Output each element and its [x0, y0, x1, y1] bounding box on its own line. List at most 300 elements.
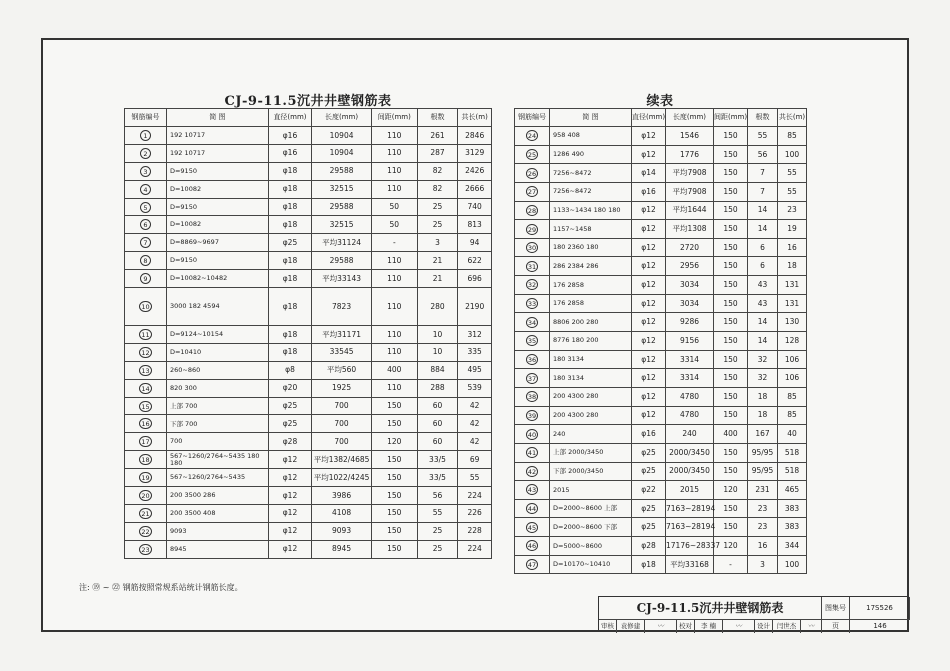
rebar-number-circle: 2	[140, 148, 151, 159]
rebar-total-length: 42	[458, 397, 492, 415]
rebar-diameter: φ12	[632, 350, 666, 369]
rebar-total-length: 106	[778, 369, 807, 388]
rebar-total-length: 495	[458, 361, 492, 379]
sig-reviewer: 袁修建	[617, 620, 645, 633]
table-row	[515, 369, 807, 388]
rebar-number-circle: 6	[140, 219, 151, 230]
rebar-length: 240	[666, 425, 714, 444]
rebar-shape: D=10410	[166, 343, 268, 361]
table-row	[125, 288, 492, 326]
rebar-length: 7163~28194	[666, 499, 714, 518]
rebar-total-length: 518	[778, 462, 807, 481]
rebar-diameter: φ25	[632, 518, 666, 537]
rebar-count: 95/95	[748, 462, 778, 481]
rebar-count: 7	[748, 182, 778, 201]
rebar-diameter: φ18	[268, 343, 311, 361]
table-row	[515, 555, 807, 574]
rebar-shape: 567~1260/2764~5435	[166, 469, 268, 487]
column-header: 根数	[417, 109, 458, 127]
rebar-number-circle: 5	[140, 202, 151, 213]
table-row	[125, 379, 492, 397]
rebar-number	[515, 369, 550, 388]
rebar-length: 2000/3450	[666, 462, 714, 481]
rebar-total-length: 383	[778, 518, 807, 537]
rebar-number	[125, 162, 167, 180]
column-header: 共长(m)	[458, 109, 492, 127]
rebar-length: 1546	[666, 127, 714, 146]
rebar-number-circle: 27	[527, 188, 537, 197]
rebar-diameter: φ18	[268, 252, 311, 270]
rebar-spacing: 150	[714, 443, 748, 462]
rebar-length: 700	[312, 397, 372, 415]
note-text: 注: ⑲ ~ ㉒ 钢筋按照常规系站统计钢筋长度。	[79, 583, 243, 592]
rebar-number	[125, 288, 167, 326]
rebar-number-circle: 41	[527, 449, 537, 458]
rebar-number-circle: 46	[527, 542, 537, 551]
rebar-spacing: 110	[372, 127, 418, 145]
rebar-length: 平均1308	[666, 220, 714, 239]
rebar-spacing: 110	[372, 379, 418, 397]
rebar-shape: 8945	[166, 540, 268, 558]
rebar-length: 2720	[666, 238, 714, 257]
rebar-spacing: 150	[714, 369, 748, 388]
column-header: 简 图	[166, 109, 268, 127]
rebar-shape: 3000 182 4594	[166, 288, 268, 326]
rebar-total-length: 224	[458, 487, 492, 505]
rebar-number	[515, 462, 550, 481]
column-header: 长度(mm)	[666, 109, 714, 127]
rebar-length: 10904	[312, 144, 372, 162]
rebar-number-circle: 29	[527, 225, 537, 234]
rebar-total-length: 696	[458, 270, 492, 288]
column-header: 长度(mm)	[312, 109, 372, 127]
rebar-diameter: φ25	[632, 499, 666, 518]
rebar-count: 33/5	[417, 469, 458, 487]
rebar-length: 29588	[312, 198, 372, 216]
rebar-number	[515, 425, 550, 444]
rebar-length: 9286	[666, 313, 714, 332]
rebar-shape: 700	[166, 433, 268, 451]
table-row	[125, 433, 492, 451]
rebar-spacing: 150	[714, 276, 748, 295]
rebar-length: 29588	[312, 162, 372, 180]
rebar-diameter: φ28	[632, 537, 666, 556]
rebar-count: 10	[417, 326, 458, 344]
rebar-number	[515, 257, 550, 276]
rebar-total-length: 42	[458, 415, 492, 433]
rebar-number-circle: 14	[141, 384, 150, 393]
rebar-total-length: 40	[778, 425, 807, 444]
rebar-diameter: φ12	[632, 369, 666, 388]
rebar-number-circle: 10	[141, 303, 150, 312]
rebar-count: 3	[417, 234, 458, 252]
rebar-shape: 176 2858	[550, 276, 632, 295]
rebar-total-length: 383	[778, 499, 807, 518]
sig-design-signature: 〰	[801, 620, 822, 633]
rebar-spacing: 110	[372, 270, 418, 288]
rebar-number	[125, 487, 167, 505]
rebar-spacing: 150	[714, 294, 748, 313]
rebar-length: 平均1382/4685	[312, 451, 372, 469]
rebar-shape: 820 300	[166, 379, 268, 397]
header-row	[515, 109, 807, 127]
rebar-length: 平均7908	[666, 182, 714, 201]
column-header: 间距(mm)	[714, 109, 748, 127]
rebar-spacing: 110	[372, 343, 418, 361]
rebar-spacing: 110	[372, 326, 418, 344]
rebar-diameter: φ16	[632, 425, 666, 444]
rebar-count: 32	[748, 369, 778, 388]
rebar-number-circle: 17	[141, 438, 150, 447]
rebar-shape: 8776 180 200	[550, 332, 632, 351]
rebar-length: 平均1644	[666, 201, 714, 220]
rebar-total-length: 100	[778, 145, 807, 164]
rebar-spacing: 400	[714, 425, 748, 444]
rebar-shape: 9093	[166, 522, 268, 540]
header-row	[125, 109, 492, 127]
rebar-count: 3	[748, 555, 778, 574]
rebar-length: 平均31171	[312, 326, 372, 344]
page-number: 146	[873, 622, 887, 630]
rebar-number-circle: 36	[527, 356, 537, 364]
rebar-length: 7163~28194	[666, 518, 714, 537]
table-row	[515, 182, 807, 201]
column-header: 钢筋编号	[125, 109, 167, 127]
table-row	[515, 257, 807, 276]
rebar-number	[515, 537, 550, 556]
rebar-shape: 180 3134	[550, 369, 632, 388]
rebar-count: 56	[748, 145, 778, 164]
rebar-shape: 260~860	[166, 361, 268, 379]
table-row	[125, 487, 492, 505]
rebar-spacing: 150	[714, 164, 748, 183]
rebar-total-length: 16	[778, 238, 807, 257]
rebar-spacing: 150	[714, 257, 748, 276]
table-row	[515, 276, 807, 295]
rebar-length: 2956	[666, 257, 714, 276]
rebar-shape: D=9124~10154	[166, 326, 268, 344]
rebar-diameter: φ18	[268, 270, 311, 288]
rebar-total-length: 226	[458, 504, 492, 522]
rebar-count: 25	[417, 522, 458, 540]
rebar-count: 18	[748, 406, 778, 425]
table-row	[125, 361, 492, 379]
rebar-number	[515, 443, 550, 462]
rebar-length: 700	[312, 415, 372, 433]
rebar-count: 288	[417, 379, 458, 397]
rebar-shape: 192 10717	[166, 144, 268, 162]
rebar-length: 3034	[666, 276, 714, 295]
rebar-number	[515, 182, 550, 201]
rebar-spacing: 150	[372, 415, 418, 433]
rebar-shape: 8806 200 280	[550, 313, 632, 332]
rebar-number	[125, 522, 167, 540]
table-row	[125, 343, 492, 361]
rebar-shape: D=10082	[166, 216, 268, 234]
column-header: 间距(mm)	[372, 109, 418, 127]
rebar-diameter: φ18	[268, 180, 311, 198]
rebar-number	[515, 164, 550, 183]
rebar-total-length: 344	[778, 537, 807, 556]
rebar-number-circle: 21	[141, 509, 150, 518]
rebar-count: 60	[417, 397, 458, 415]
rebar-number	[515, 518, 550, 537]
rebar-length: 3986	[312, 487, 372, 505]
rebar-number-circle: 35	[527, 337, 537, 346]
rebar-number	[515, 220, 550, 239]
table-row	[515, 127, 807, 146]
rebar-length: 3314	[666, 369, 714, 388]
rebar-number	[125, 216, 167, 234]
rebar-count: 23	[748, 518, 778, 537]
rebar-length: 32515	[312, 180, 372, 198]
rebar-spacing: 110	[372, 144, 418, 162]
rebar-diameter: φ12	[632, 313, 666, 332]
table-row	[125, 326, 492, 344]
rebar-number	[125, 361, 167, 379]
rebar-diameter: φ12	[268, 451, 311, 469]
rebar-number-circle: 33	[527, 300, 537, 309]
rebar-spacing: 120	[714, 537, 748, 556]
rebar-diameter: φ16	[268, 144, 311, 162]
rebar-count: 25	[417, 540, 458, 558]
rebar-total-length: 18	[778, 257, 807, 276]
rebar-diameter: φ12	[632, 406, 666, 425]
rebar-shape: 7256~8472	[550, 164, 632, 183]
rebar-number-circle: 39	[527, 411, 537, 420]
sig-design-label: 设计	[755, 620, 773, 633]
rebar-diameter: φ25	[268, 397, 311, 415]
rebar-count: 32	[748, 350, 778, 369]
rebar-spacing: 150	[372, 487, 418, 505]
rebar-number	[515, 481, 550, 500]
rebar-number	[125, 180, 167, 198]
rebar-count: 16	[748, 537, 778, 556]
rebar-spacing: 150	[372, 540, 418, 558]
rebar-total-length: 2190	[458, 288, 492, 326]
rebar-spacing: 150	[714, 462, 748, 481]
rebar-length: 1776	[666, 145, 714, 164]
rebar-diameter: φ12	[268, 540, 311, 558]
rebar-count: 60	[417, 433, 458, 451]
table-row	[515, 201, 807, 220]
rebar-number-circle: 43	[527, 486, 537, 495]
rebar-shape: 1286 490	[550, 145, 632, 164]
rebar-shape: D=9150	[166, 198, 268, 216]
rebar-spacing: 150	[714, 313, 748, 332]
rebar-length: 9093	[312, 522, 372, 540]
rebar-diameter: φ12	[268, 469, 311, 487]
rebar-total-length: 106	[778, 350, 807, 369]
rebar-number-circle: 37	[527, 374, 537, 383]
rebar-number-circle: 24	[527, 132, 537, 141]
rebar-number-circle: 23	[141, 545, 150, 554]
rebar-length: 平均7908	[666, 164, 714, 183]
rebar-length: 平均560	[312, 361, 372, 379]
rebar-spacing: 150	[372, 469, 418, 487]
rebar-diameter: φ12	[268, 504, 311, 522]
rebar-number-circle: 12	[141, 348, 150, 357]
rebar-total-length: 131	[778, 294, 807, 313]
rebar-spacing: 150	[714, 350, 748, 369]
rebar-spacing: 150	[714, 332, 748, 351]
rebar-count: 25	[417, 216, 458, 234]
rebar-number	[515, 499, 550, 518]
rebar-spacing: 120	[372, 433, 418, 451]
rebar-diameter: φ12	[268, 487, 311, 505]
table-row	[515, 537, 807, 556]
rebar-number-circle: 7	[140, 237, 151, 248]
sig-designer: 闫世杰	[773, 620, 801, 633]
table-row	[515, 238, 807, 257]
rebar-spacing: 110	[372, 252, 418, 270]
rebar-count: 280	[417, 288, 458, 326]
rebar-number	[125, 540, 167, 558]
rebar-length: 4780	[666, 406, 714, 425]
title-block	[598, 596, 909, 632]
rebar-count: 21	[417, 270, 458, 288]
rebar-length: 700	[312, 433, 372, 451]
rebar-diameter: φ18	[268, 216, 311, 234]
table-row	[515, 332, 807, 351]
table-row	[125, 234, 492, 252]
rebar-diameter: φ28	[268, 433, 311, 451]
rebar-number	[125, 433, 167, 451]
rebar-shape: D=9150	[166, 252, 268, 270]
right-rebar-table	[514, 108, 807, 574]
rebar-shape: D=10082~10482	[166, 270, 268, 288]
rebar-count: 56	[417, 487, 458, 505]
rebar-number-circle: 28	[527, 206, 537, 215]
rebar-number	[125, 252, 167, 270]
rebar-number-circle: 45	[527, 523, 537, 532]
table-row	[515, 220, 807, 239]
rebar-spacing: 150	[372, 504, 418, 522]
table-row	[125, 144, 492, 162]
rebar-number-circle: 31	[527, 262, 537, 271]
table-row	[515, 443, 807, 462]
rebar-diameter: φ12	[632, 220, 666, 239]
rebar-length: 33545	[312, 343, 372, 361]
table-row	[125, 522, 492, 540]
rebar-count: 33/5	[417, 451, 458, 469]
rebar-length: 2000/3450	[666, 443, 714, 462]
rebar-count: 231	[748, 481, 778, 500]
rebar-spacing: 50	[372, 198, 418, 216]
rebar-length: 3314	[666, 350, 714, 369]
rebar-shape: 286 2384 286	[550, 257, 632, 276]
rebar-number-circle: 34	[527, 318, 537, 327]
rebar-number	[125, 326, 167, 344]
rebar-length: 8945	[312, 540, 372, 558]
rebar-count: 60	[417, 415, 458, 433]
rebar-total-length: 518	[778, 443, 807, 462]
rebar-length: 1925	[312, 379, 372, 397]
rebar-diameter: φ12	[632, 276, 666, 295]
rebar-spacing: 150	[714, 518, 748, 537]
table-row	[125, 127, 492, 145]
rebar-diameter: φ12	[632, 257, 666, 276]
rebar-diameter: φ12	[632, 238, 666, 257]
rebar-number-circle: 38	[527, 393, 537, 402]
rebar-spacing: 150	[714, 201, 748, 220]
rebar-shape: 2015	[550, 481, 632, 500]
rebar-total-length: 2426	[458, 162, 492, 180]
rebar-spacing: 400	[372, 361, 418, 379]
rebar-length: 2015	[666, 481, 714, 500]
rebar-shape: 1133~1434 180 180	[550, 201, 632, 220]
table-row	[515, 425, 807, 444]
rebar-count: 25	[417, 198, 458, 216]
table-row	[125, 451, 492, 469]
column-header: 简 图	[550, 109, 632, 127]
rebar-total-length: 94	[458, 234, 492, 252]
column-header: 根数	[748, 109, 778, 127]
rebar-count: 10	[417, 343, 458, 361]
rebar-length: 9156	[666, 332, 714, 351]
rebar-spacing: 150	[372, 451, 418, 469]
rebar-shape: 200 3500 408	[166, 504, 268, 522]
rebar-diameter: φ25	[268, 234, 311, 252]
table-row	[125, 216, 492, 234]
rebar-shape: 958 408	[550, 127, 632, 146]
rebar-shape: 176 2858	[550, 294, 632, 313]
rebar-number-circle: 25	[527, 150, 537, 159]
rebar-count: 7	[748, 164, 778, 183]
rebar-number-circle: 40	[527, 430, 537, 439]
table-row	[515, 406, 807, 425]
table-row	[515, 294, 807, 313]
rebar-count: 55	[748, 127, 778, 146]
rebar-total-length: 85	[778, 406, 807, 425]
rebar-diameter: φ16	[268, 127, 311, 145]
rebar-count: 261	[417, 127, 458, 145]
rebar-diameter: φ25	[632, 462, 666, 481]
rebar-length: 平均31124	[312, 234, 372, 252]
left-rebar-table	[124, 108, 492, 559]
rebar-count: 82	[417, 180, 458, 198]
rebar-shape: D=10170~10410	[550, 555, 632, 574]
rebar-diameter: φ8	[268, 361, 311, 379]
rebar-number	[125, 504, 167, 522]
rebar-diameter: φ12	[632, 201, 666, 220]
rebar-shape: D=9150	[166, 162, 268, 180]
rebar-number-circle: 3	[140, 166, 151, 177]
rebar-count: 23	[748, 499, 778, 518]
rebar-shape: D=2000~8600 下部	[550, 518, 632, 537]
rebar-total-length: 42	[458, 433, 492, 451]
rebar-spacing: 150	[714, 127, 748, 146]
rebar-spacing: 150	[372, 522, 418, 540]
table-row	[125, 270, 492, 288]
rebar-total-length: 23	[778, 201, 807, 220]
rebar-number-circle: 18	[141, 456, 150, 465]
rebar-number	[515, 387, 550, 406]
rebar-diameter: φ16	[632, 182, 666, 201]
table-row	[125, 397, 492, 415]
rebar-diameter: φ12	[632, 127, 666, 146]
table-row	[515, 350, 807, 369]
rebar-count: 21	[417, 252, 458, 270]
rebar-number	[125, 343, 167, 361]
rebar-shape: D=2000~8600 上部	[550, 499, 632, 518]
rebar-number	[125, 379, 167, 397]
rebar-total-length: 312	[458, 326, 492, 344]
table-row	[125, 198, 492, 216]
rebar-diameter: φ12	[632, 145, 666, 164]
rebar-number	[125, 270, 167, 288]
rebar-length: 29588	[312, 252, 372, 270]
